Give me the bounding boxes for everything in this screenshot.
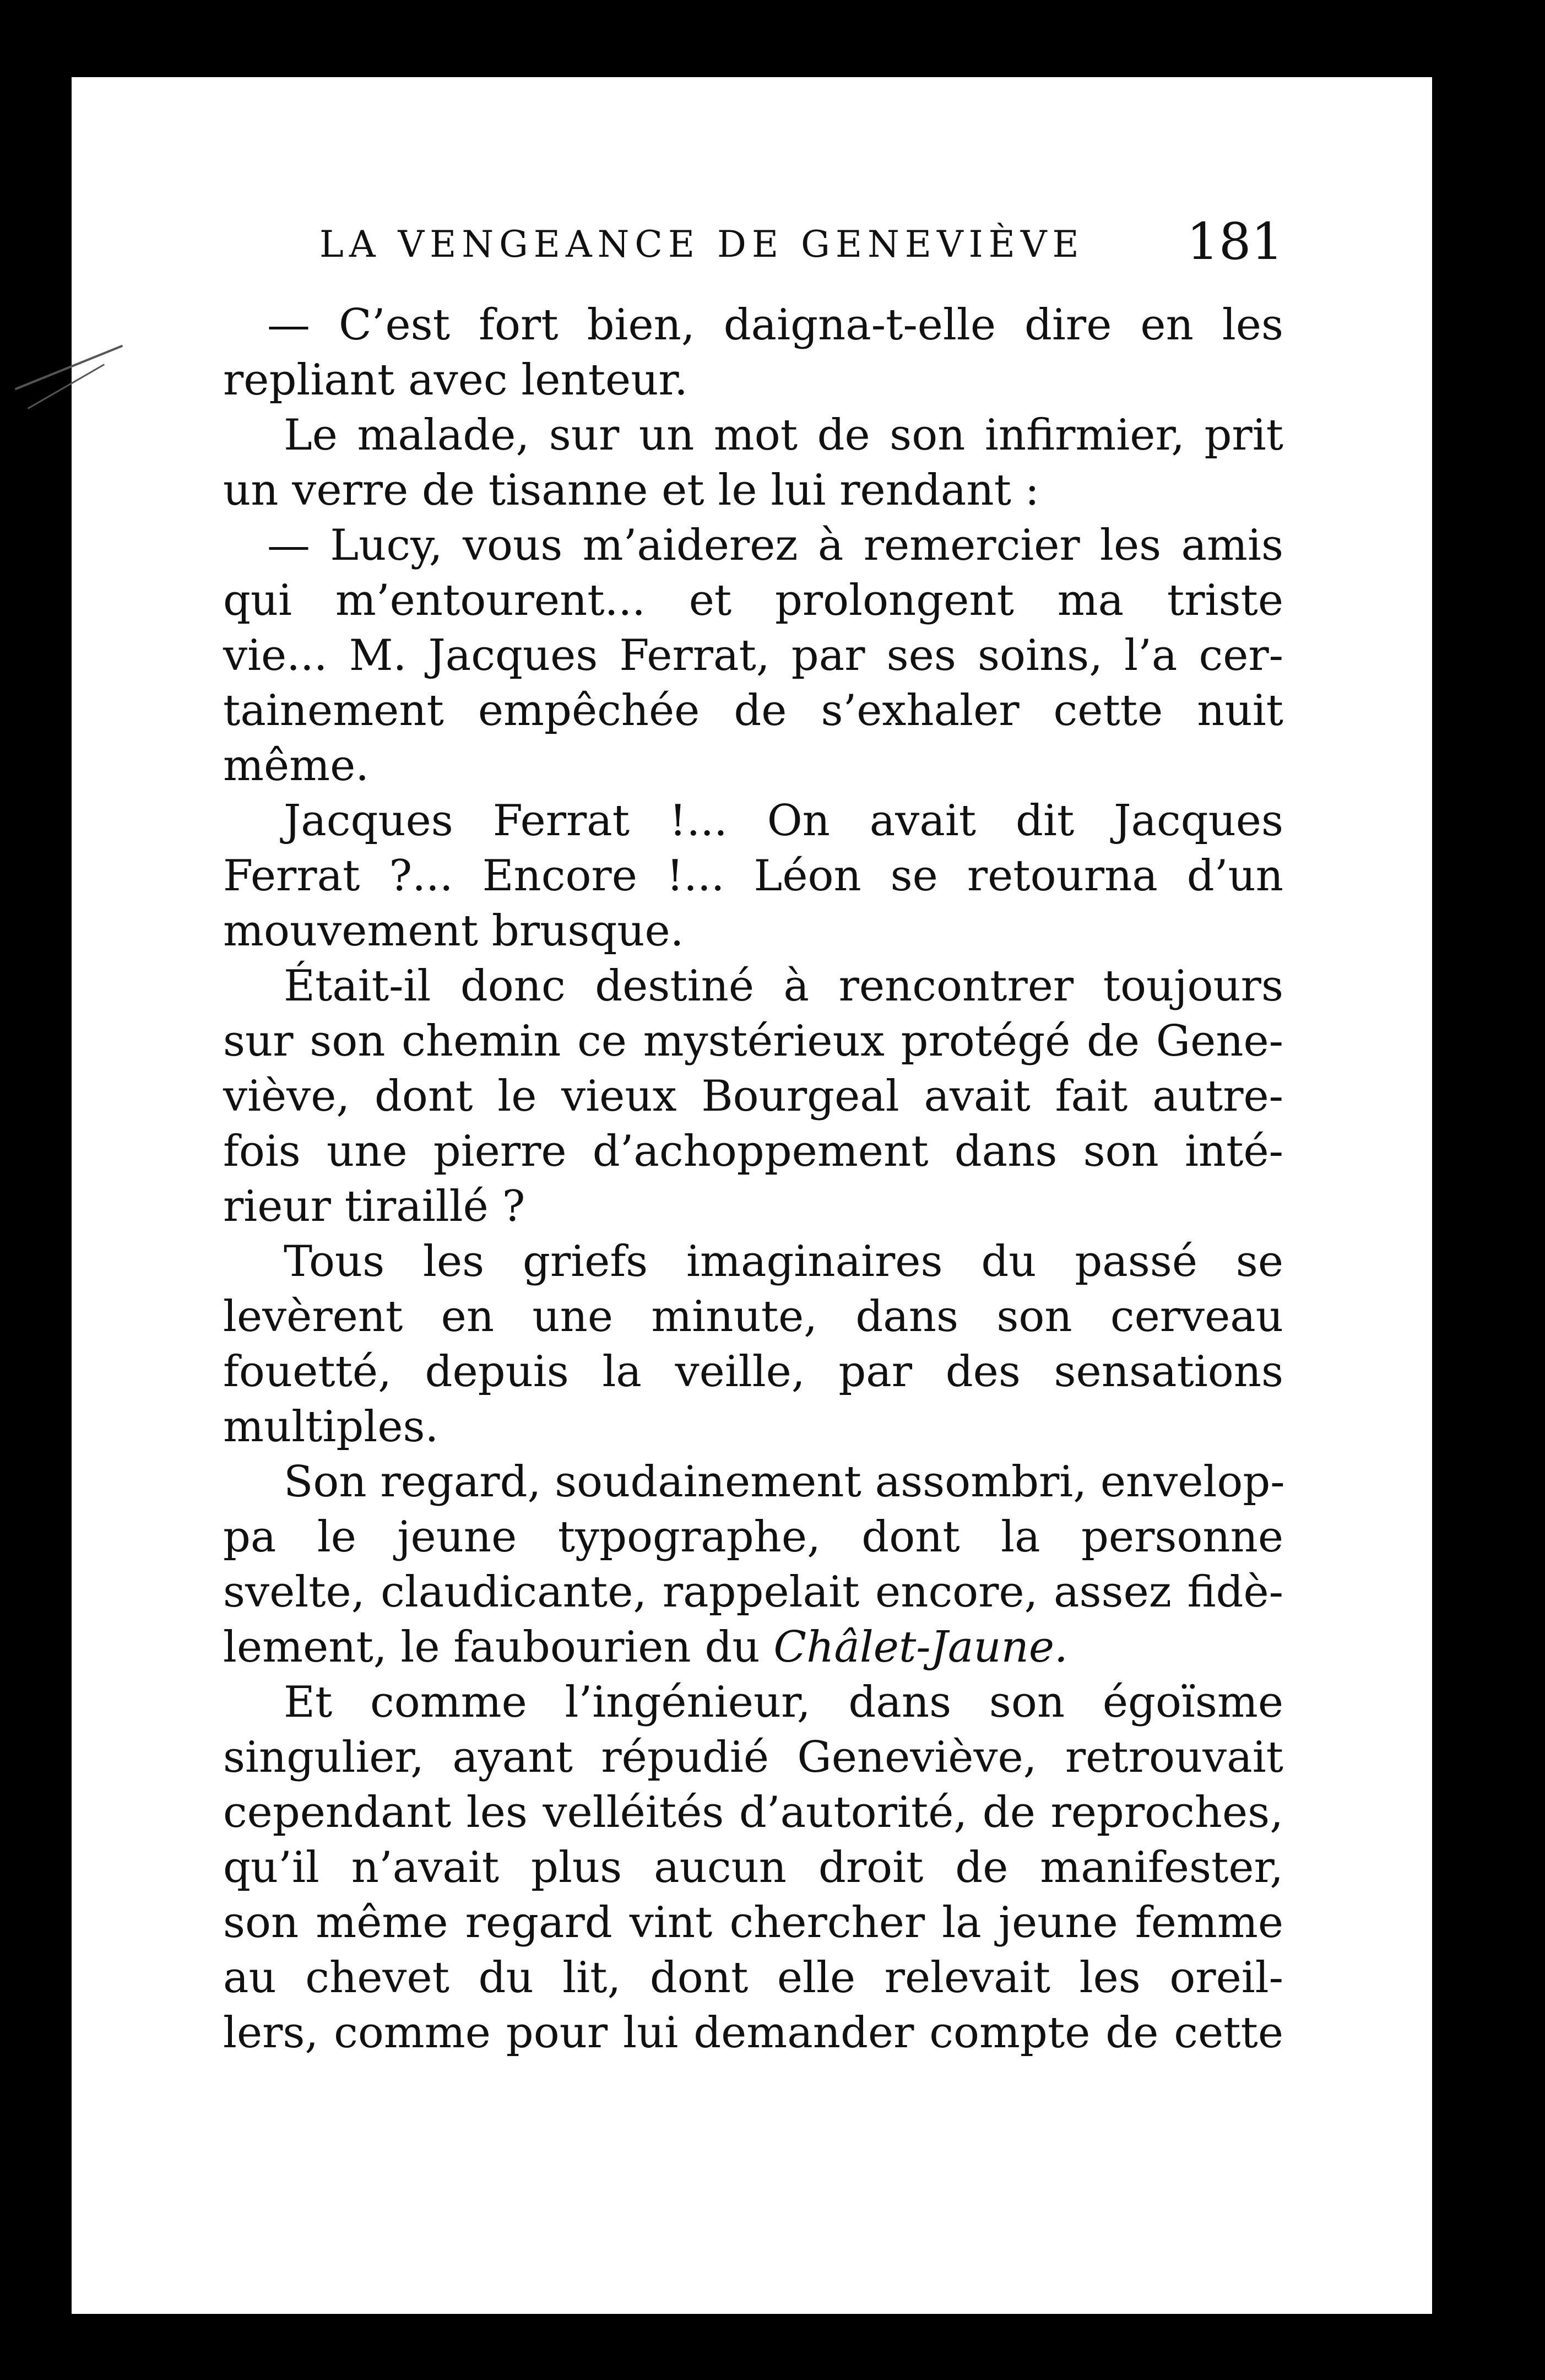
text-line: au chevet du lit, dont elle relevait les oreil- [223, 1953, 1283, 2003]
text-line: cependant les velléités d’autorité, de reproches, [223, 1788, 1283, 1837]
running-title: LA VENGEANCE DE GENEVIÈVE [319, 223, 1085, 266]
text-line: singulier, ayant répudié Geneviève, retrouvait [223, 1733, 1283, 1782]
text-line: qui m’entourent... et prolongent ma triste [223, 576, 1283, 625]
text-line: — Lucy, vous m’aiderez à remercier les amis [267, 521, 1283, 570]
body-text [223, 298, 1283, 2060]
text-line: Le malade, sur un mot de son infirmier, prit [284, 410, 1283, 460]
text-line: levèrent en une minute, dans son cerveau [223, 1292, 1283, 1342]
text-line: Jacques Ferrat !... On avait dit Jacques [284, 796, 1283, 846]
text-line: même. [223, 741, 370, 791]
text-line: mouvement brusque. [223, 906, 684, 956]
text-line: fois une pierre d’achoppement dans son inté- [223, 1127, 1283, 1176]
italic-place-name: Châlet-Jaune. [773, 1622, 1068, 1672]
text-line: viève, dont le vieux Bourgeal avait fait autre- [223, 1072, 1283, 1121]
text-line: Était-il donc destiné à rencontrer toujours [284, 961, 1283, 1011]
text-line: pa le jeune typographe, dont la personne [223, 1512, 1283, 1562]
text-line: Son regard, soudainement assombri, envelop- [284, 1457, 1285, 1507]
text-line: repliant avec lenteur. [223, 355, 688, 405]
text-line: son même regard vint chercher la jeune femme [223, 1898, 1283, 1948]
text-line: Et comme l’ingénieur, dans son égoïsme [284, 1678, 1283, 1727]
text-fragment: lement, le faubourien du [223, 1622, 774, 1672]
text-line: fouetté, depuis la veille, par des sensations [223, 1347, 1283, 1397]
text-line: vie... M. Jacques Ferrat, par ses soins, l’a cer- [223, 631, 1283, 680]
text-line [223, 1620, 1283, 1675]
text-line: qu’il n’avait plus aucun droit de manifester, [223, 1843, 1283, 1892]
text-line: multiples. [223, 1402, 439, 1452]
text-line: svelte, claudicante, rappelait encore, assez fidè- [223, 1567, 1283, 1617]
text-line: Ferrat ?... Encore !... Léon se retourna d’un [223, 851, 1283, 901]
page-header [319, 212, 1283, 278]
page-number: 181 [1186, 212, 1283, 271]
text-line: tainement empêchée de s’exhaler cette nuit [223, 686, 1283, 735]
text-line: sur son chemin ce mystérieux protégé de Gene- [223, 1016, 1283, 1066]
text-line: rieur tiraillé ? [223, 1182, 525, 1231]
text-line: un verre de tisanne et le lui rendant : [223, 466, 1040, 515]
text-line: lers, comme pour lui demander compte de cette [223, 2008, 1283, 2058]
text-line: — C’est fort bien, daigna-t-elle dire en les [267, 300, 1283, 350]
text-line: Tous les griefs imaginaires du passé se [284, 1237, 1283, 1286]
